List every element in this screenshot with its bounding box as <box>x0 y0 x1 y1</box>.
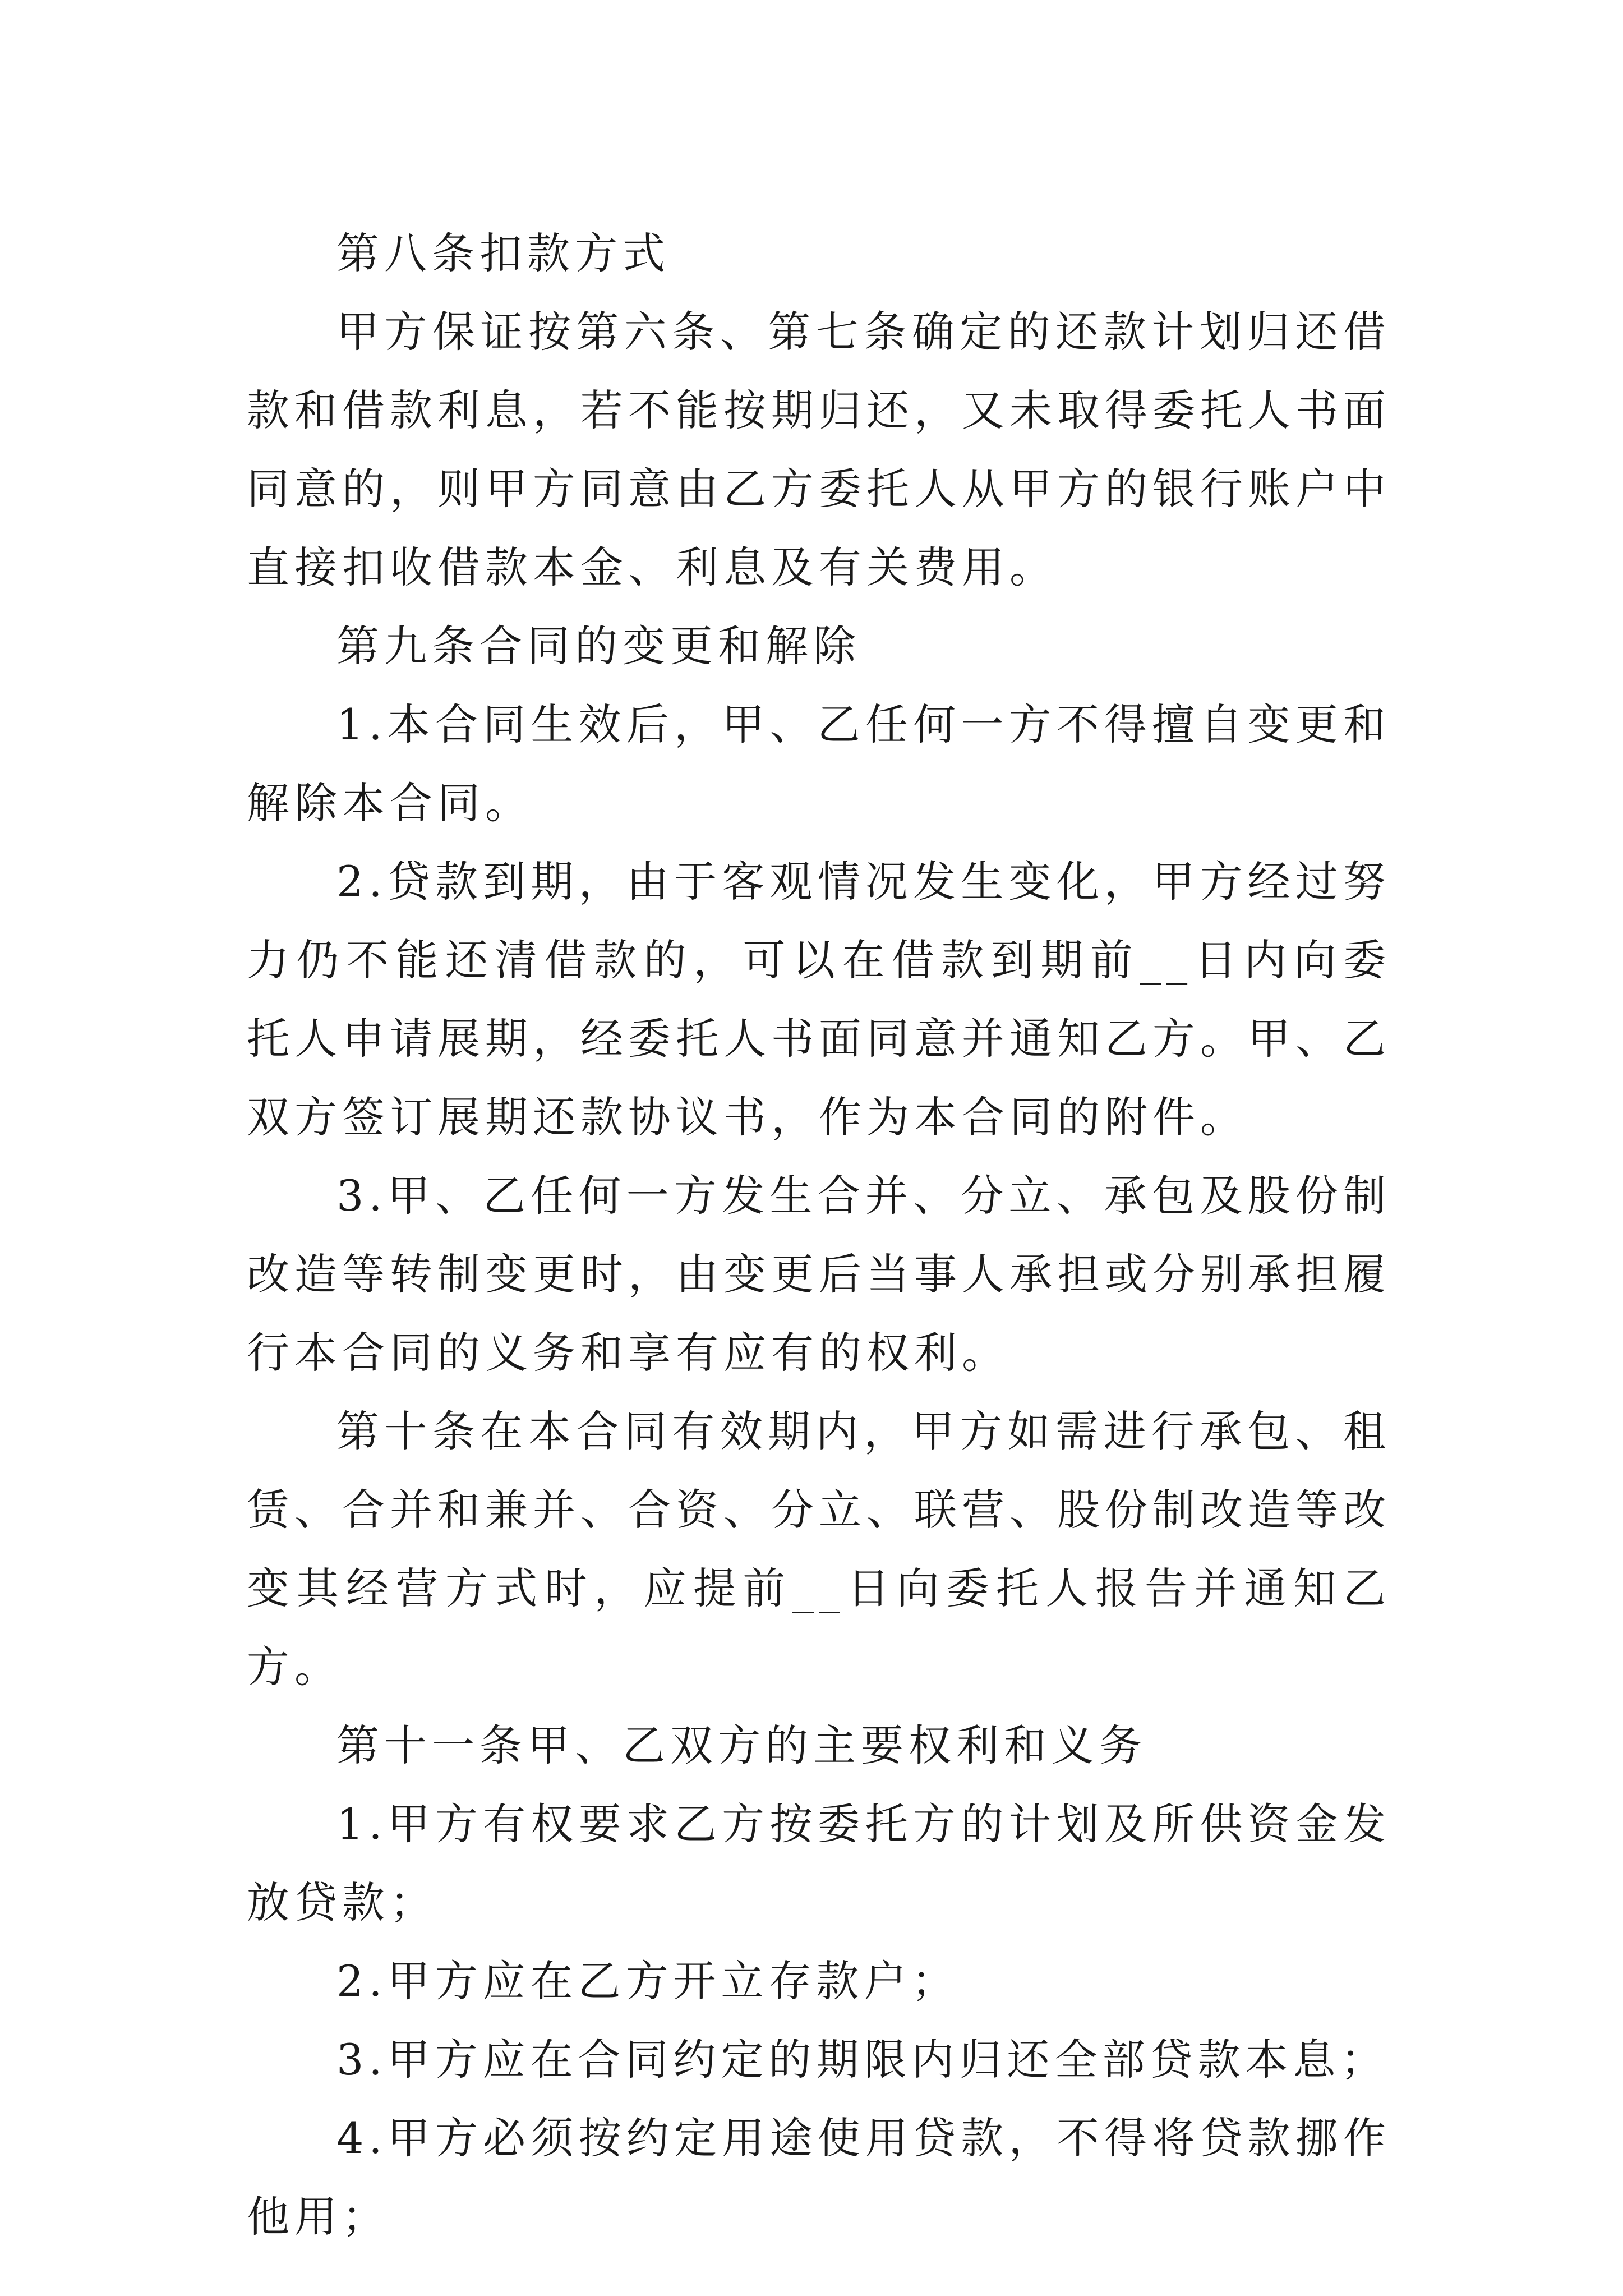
article-11-heading: 第十一条甲、乙双方的主要权利和义务 <box>336 1720 1147 1770</box>
article-9-item-2: 2.贷款到期，由于客观情况发生变化，甲方经过努力仍不能还清借款的，可以在借款到期前__日内向委托人申请展期，经委托人书面同意并通知乙方。甲、乙双方签订展期还款协议书，作为本合同的附件。 <box>247 857 1391 1142</box>
article-11-item-1: 1.甲方有权要求乙方按委托方的计划及所供资金发放贷款； <box>247 1799 1391 1927</box>
article-11-item-2: 2.甲方应在乙方开立存款户； <box>336 1956 960 2006</box>
article-9-item-3: 3.甲、乙任何一方发生合并、分立、承包及股份制改造等转制变更时，由变更后当事人承担或分别承担履行本合同的义务和享有应有的权利。 <box>247 1171 1391 1378</box>
article-8-text: 甲方保证按第六条、第七条确定的还款计划归还借款和借款利息，若不能按期归还，又未取得委托人书面同意的，则甲方同意由乙方委托人从甲方的银行账户中直接扣收借款本金、利息及有关费用。 <box>247 307 1391 592</box>
article-9-heading: 第九条合同的变更和解除 <box>336 621 861 671</box>
article-9-item-1: 1.本合同生效后，甲、乙任何一方不得擅自变更和解除本合同。 <box>247 700 1391 828</box>
article-11-item-4: 4.甲方必须按约定用途使用贷款，不得将贷款挪作他用； <box>247 2113 1391 2242</box>
article-8-heading: 第八条扣款方式 <box>336 228 670 278</box>
article-10-text: 第十条在本合同有效期内，甲方如需进行承包、租赁、合并和兼并、合资、分立、联营、股份制改造等改变其经营方式时，应提前__日向委托人报告并通知乙方。 <box>247 1406 1391 1692</box>
article-11-item-3: 3.甲方应在合同约定的期限内归还全部贷款本息； <box>336 2035 1389 2085</box>
document-body <box>247 214 1391 2256</box>
